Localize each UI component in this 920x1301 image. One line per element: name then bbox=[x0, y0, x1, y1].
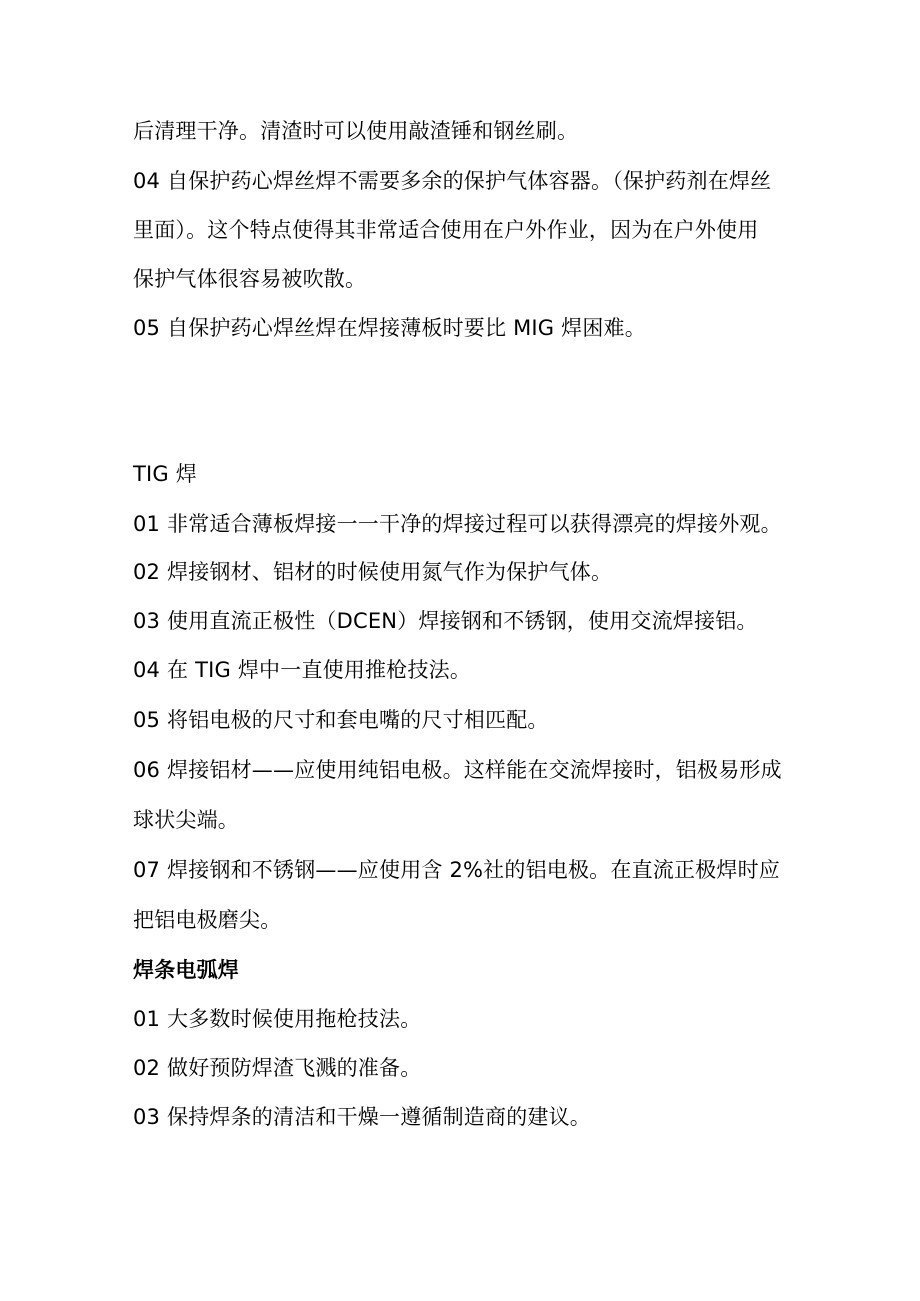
text-line: 里面）。这个特点使得其非常适合使用在户外作业，因为在户外使用 bbox=[133, 218, 759, 242]
text-line: 02 做好预防焊渣飞溅的准备。 bbox=[133, 1056, 422, 1080]
text-line: 01 大多数时候使用拖枪技法。 bbox=[133, 1007, 422, 1031]
section-heading-stick: 焊条电弧焊 bbox=[133, 958, 239, 982]
text-line: 05 自保护药心焊丝焊在焊接薄板时要比 MIG 焊困难。 bbox=[133, 316, 646, 340]
text-line: 02 焊接钢材、铝材的时候使用氮气作为保护气体。 bbox=[133, 560, 613, 584]
text-line: 后清理干净。清渣时可以使用敲渣锤和钢丝刷。 bbox=[133, 119, 579, 143]
text-line: 05 将铝电极的尺寸和套电嘴的尺寸相匹配。 bbox=[133, 708, 549, 732]
text-line: 把铝电极磨尖。 bbox=[133, 908, 282, 932]
text-line: 03 使用直流正极性（DCEN）焊接钢和不锈钢，使用交流焊接铝。 bbox=[133, 609, 758, 633]
text-line: 07 焊接钢和不锈钢——应使用含 2%社的铝电极。在直流正极焊时应 bbox=[133, 858, 780, 882]
text-line: 球状尖端。 bbox=[133, 808, 239, 832]
section-heading-tig: TIG 焊 bbox=[133, 462, 197, 486]
text-line: 03 保持焊条的清洁和干燥一遵循制造商的建议。 bbox=[133, 1105, 591, 1129]
text-line: 保护气体很容易被吹散。 bbox=[133, 267, 367, 291]
text-line: 04 自保护药心焊丝焊不需要多余的保护气体容器。（保护药剂在焊丝 bbox=[133, 169, 772, 193]
text-line: 04 在 TIG 焊中一直使用推枪技法。 bbox=[133, 658, 472, 682]
text-line: 06 焊接铝材——应使用纯铝电极。这样能在交流焊接时，铝极易形成 bbox=[133, 758, 782, 782]
text-line: 01 非常适合薄板焊接一一干净的焊接过程可以获得漂亮的焊接外观。 bbox=[133, 512, 782, 536]
